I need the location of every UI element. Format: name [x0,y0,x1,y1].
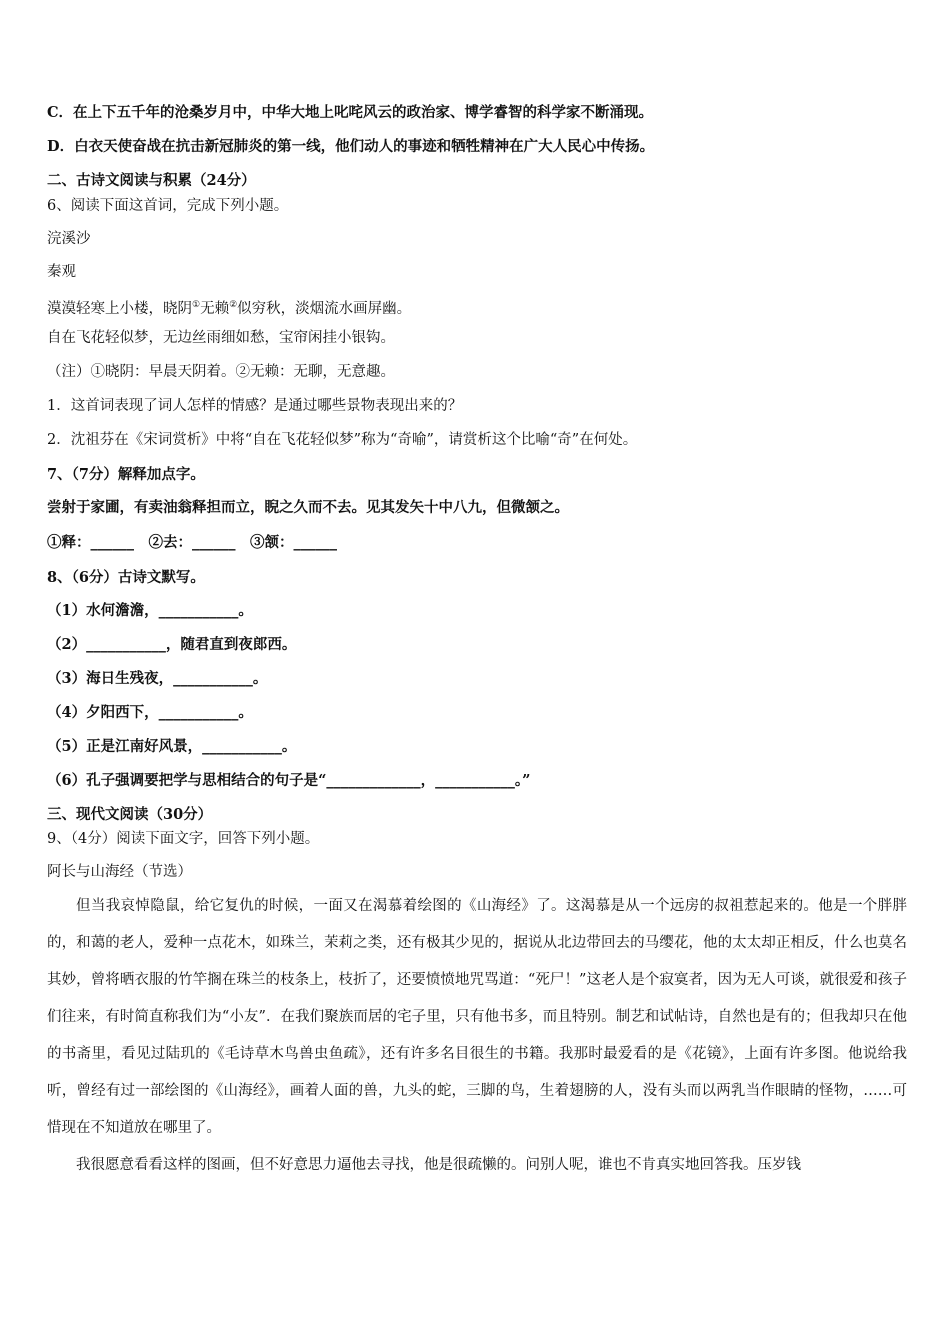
poem-line-1-part-b: 无赖 [200,300,230,317]
poem-line-1-part-c: 似穷秋，淡烟流水画屏幽。 [237,300,412,317]
q7-blanks: ①释：______ ②去：______ ③颔：______ [47,534,337,551]
q9-prompt: 9、（4分）阅读下面文字，回答下列小题。 [47,831,320,847]
passage-paragraph-1: 但当我哀悼隐鼠，给它复仇的时候，一面又在渴慕着绘图的《山海经》了。这渴慕是从一个远房的叔祖惹起来的。他是一个胖胖的，和蔼的老人，爱种一点花木，如珠兰，茉莉之类，还有极其少见的，据说从北边带回去的马缨花，他的太太却正相反，什么也莫名其妙，曾将晒衣服的竹竿搁在珠兰的枝条上，枝折了，还要愤愤地咒骂道：“死尸！”这老人是个寂寞者，因为无人可谈，就很爱和孩子们往来，有时简直称我们为“小友”．在我们聚族而居的宅子里，只有他书多，而且特别。制艺和试帖诗，自然也是有的；但我却只在他的书斋里，看见过陆玑的《毛诗草木鸟兽虫鱼疏》，还有许多名目很生的书籍。我那时最爱看的是《花镜》，上面有许多图。他说给我听，曾经有过一部绘图的《山海经》，画着人面的兽，九头的蛇，三脚的鸟，生着翅膀的人，没有头而以两乳当作眼睛的怪物，……可惜现在不知道放在哪里了。 [47,898,907,1136]
q8-item: （4）夕阳西下，___________。 [47,704,253,721]
passage-title: 阿长与山海经（节选） [47,864,192,880]
q7-text: 尝射于家圃，有卖油翁释担而立，睨之久而不去。见其发矢十中八九，但微颔之。 [47,499,569,516]
q7-title: 7、（7分）解释加点字。 [47,466,205,483]
poem-title: 浣溪沙 [47,231,91,247]
q6-sub-question-1: 1．这首词表现了词人怎样的情感？是通过哪些景物表现出来的？ [47,398,463,414]
footnote-mark-1: ① [192,300,201,310]
q8-title: 8、（6分）古诗文默写。 [47,569,205,586]
poem-notes: （注）①晓阴：早晨天阴着。②无赖：无聊，无意趣。 [47,364,395,380]
passage-paragraph-2: 我很愿意看看这样的图画，但不好意思力逼他去寻找，他是很疏懒的。问别人呢，谁也不肯真实地回答我。压岁钱 [76,1157,801,1173]
passage-body [47,888,907,1184]
poem-line-1 [47,295,411,319]
poem-line-1-part-a: 漠漠轻寒上小楼，晓阴 [47,300,192,317]
q6-prompt: 6、阅读下面这首词，完成下列小题。 [47,198,289,214]
poem-author: 秦观 [47,264,76,280]
poem-line-2: 自在飞花轻似梦，无边丝雨细如愁，宝帘闲挂小银钩。 [47,330,395,346]
q8-item: （1）水何澹澹，___________。 [47,602,253,619]
section2-heading: 二、古诗文阅读与积累（24分） [47,172,256,189]
footnote-mark-2: ② [229,300,238,310]
q8-item: （6）孔子强调要把学与思相结合的句子是“_____________，___________。” [47,772,531,789]
q8-item: （2）___________，随君直到夜郎西。 [47,636,297,653]
option-c: C．在上下五千年的沧桑岁月中，中华大地上叱咤风云的政治家、博学睿智的科学家不断涌现。 [47,104,654,121]
q8-item: （5）正是江南好风景，___________。 [47,738,297,755]
q6-sub-question-2: 2．沈祖芬在《宋词赏析》中将“自在飞花轻似梦”称为“奇喻”，请赏析这个比喻“奇”在何处。 [47,432,638,448]
section3-heading: 三、现代文阅读（30分） [47,806,213,823]
q8-item: （3）海日生残夜，___________。 [47,670,268,687]
option-d: D．白衣天使奋战在抗击新冠肺炎的第一线，他们动人的事迹和牺牲精神在广大人民心中传扬。 [47,138,655,155]
